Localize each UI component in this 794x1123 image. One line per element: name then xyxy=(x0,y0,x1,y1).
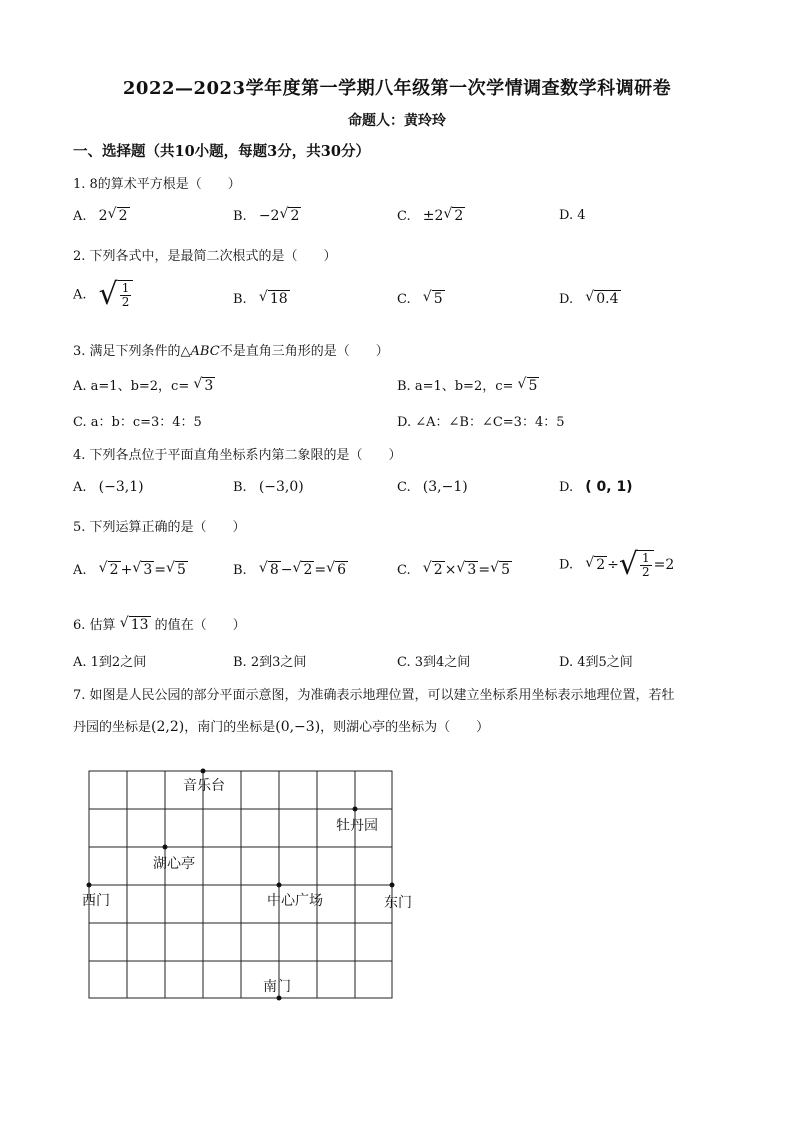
question-4-stem: 4. 下列各点位于平面直角坐标系内第二象限的是（ ） xyxy=(73,448,402,463)
q5-option-d: D. √ 2 ÷ √ $\frac{1}{2}$ =2 xyxy=(559,550,674,580)
q6-option-c: C. 3到4之间 xyxy=(397,655,471,670)
q1-option-b: B. −2√ 2 xyxy=(233,208,301,224)
q6-option-a: A. 1到2之间 xyxy=(73,655,147,670)
q6-option-b: B. 2到3之间 xyxy=(233,655,307,670)
q2-option-b: B. √ 18 xyxy=(233,291,290,307)
q6-option-d: D. 4到5之间 xyxy=(559,655,633,670)
q2-option-c: C. √ 5 xyxy=(397,291,445,307)
q3-option-a: A. a=1、b=2，c= √ 3 xyxy=(73,375,215,394)
question-7-stem-line2: 丹园的坐标是(2,2)，南门的坐标是(0,−3)，则湖心亭的坐标为（ ） xyxy=(73,719,490,735)
q3-option-d: D. ∠A：∠B：∠C=3：4：5 xyxy=(397,415,565,430)
q5-option-c: C. √ 2 ×√ 3 =√ 5 xyxy=(397,562,512,578)
q2-option-d: D. √ 0.4 xyxy=(559,291,621,307)
question-1-stem: 1. 8的算术平方根是（ ） xyxy=(73,177,241,192)
map-label-west-gate: 西门 xyxy=(82,893,110,909)
q5-option-a: A. √ 2 +√ 3 =√ 5 xyxy=(73,562,188,578)
question-2-stem: 2. 下列各式中，是最简二次根式的是（ ） xyxy=(73,249,337,264)
map-label-music-stage: 音乐台 xyxy=(183,778,225,794)
map-label-peony-garden: 牡丹园 xyxy=(336,818,378,834)
question-7-stem-line1: 7. 如图是人民公园的部分平面示意图，为准确表示地理位置，可以建立坐标系用坐标表示地理位置，若牡 xyxy=(73,688,675,703)
map-label-lake-pavilion: 湖心亭 xyxy=(153,856,195,872)
question-3-stem: 3. 满足下列条件的△ABC不是直角三角形的是（ ） xyxy=(73,344,389,359)
section-heading: 一、选择题（共10小题，每题3分，共30分） xyxy=(73,143,370,160)
park-map xyxy=(82,771,428,1015)
question-6-stem: 6. 估算 √ 13 的值在（ ） xyxy=(73,614,246,633)
q4-option-d: D. ( 0, 1) xyxy=(559,479,633,495)
map-label-central-square: 中心广场 xyxy=(267,893,323,909)
q4-option-c: C. (3,−1) xyxy=(397,479,468,495)
q2-option-a: A. √ $\frac{1}{2}$ xyxy=(73,280,133,310)
map-label-east-gate: 东门 xyxy=(384,895,412,911)
q3-option-c: C. a：b：c=3：4：5 xyxy=(73,415,202,430)
q1-option-d: D. 4 xyxy=(559,208,586,223)
q4-option-a: A. (−3,1) xyxy=(73,479,144,495)
q3-option-b: B. a=1、b=2，c= √ 5 xyxy=(397,375,539,394)
q4-option-b: B. (−3,0) xyxy=(233,479,304,495)
map-label-south-gate: 南门 xyxy=(263,979,291,995)
q1-option-c: C. ±2√ 2 xyxy=(397,208,465,224)
q5-option-b: B. √ 8 −√ 2 =√ 6 xyxy=(233,562,348,578)
page-title: 2022—2023学年度第一学期八年级第一次学情调查数学科调研卷 xyxy=(122,78,672,99)
q1-option-a: A. 2√ 2 xyxy=(73,208,130,224)
author-line: 命题人：黄玲玲 xyxy=(348,113,446,129)
question-5-stem: 5. 下列运算正确的是（ ） xyxy=(73,520,246,535)
